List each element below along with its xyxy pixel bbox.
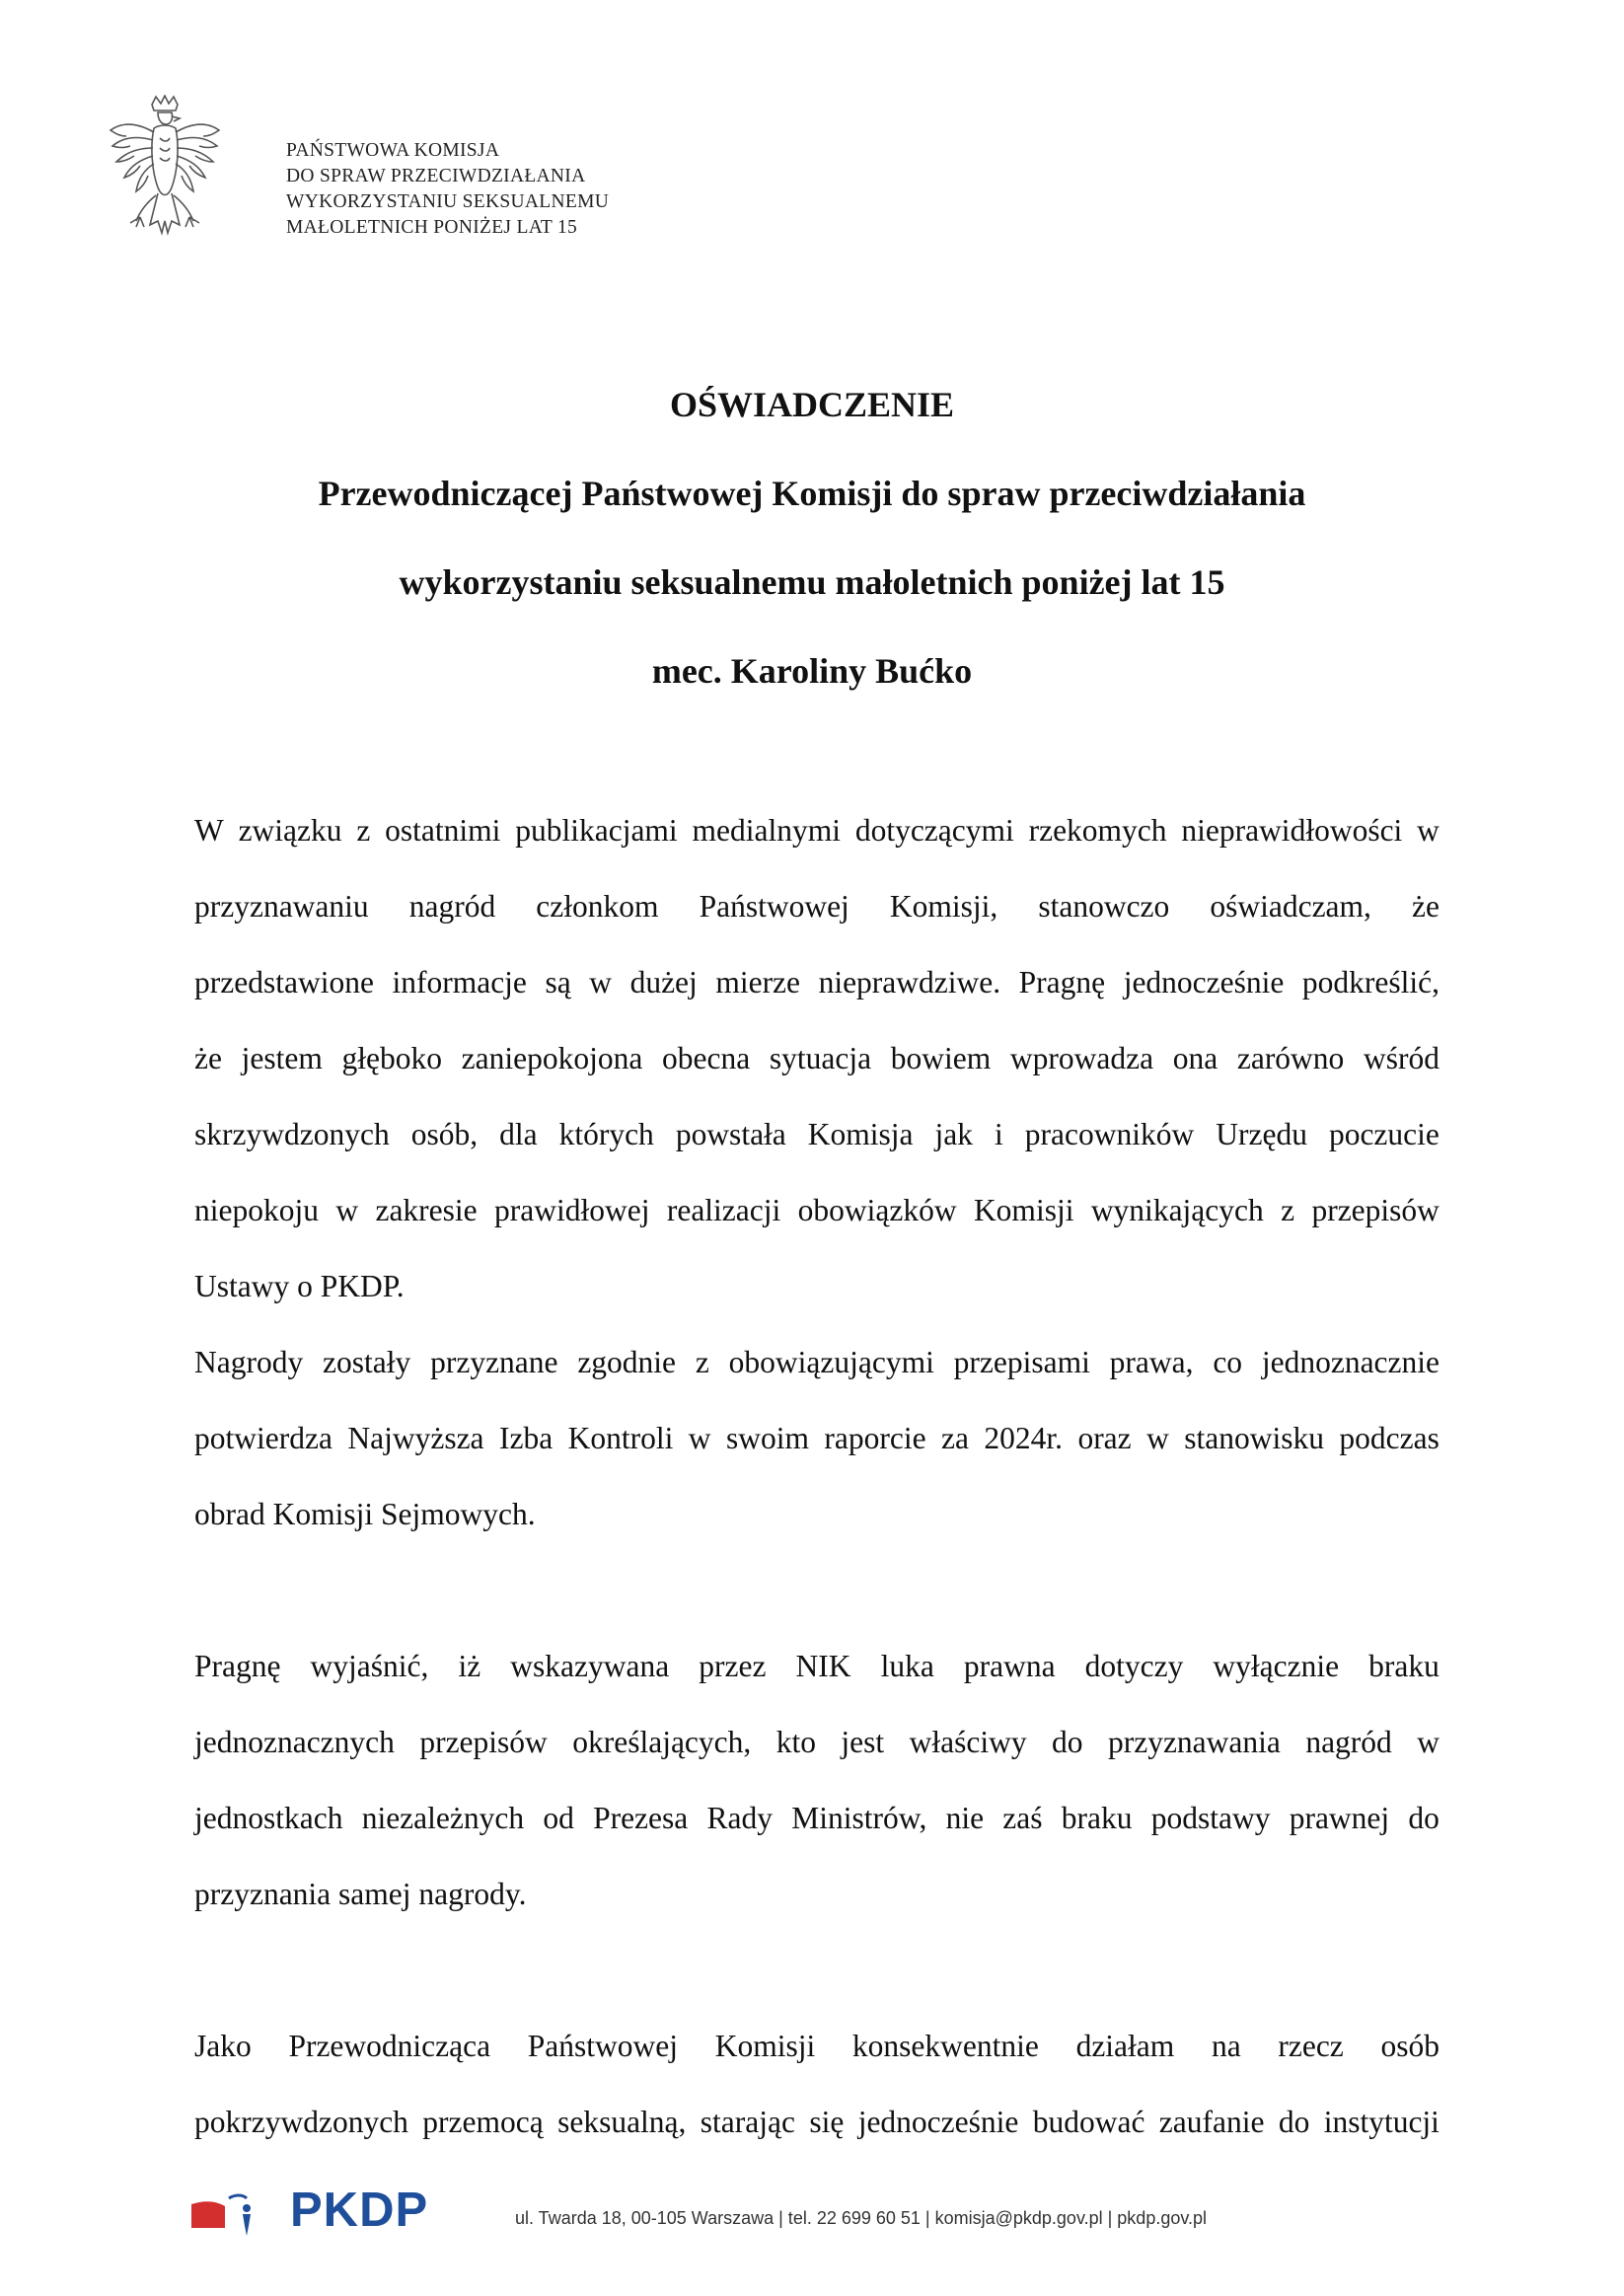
word: Urzędu xyxy=(1216,1117,1307,1151)
word: osób, xyxy=(410,1117,479,1151)
word: dotyczy xyxy=(1084,1649,1184,1683)
word: dużej xyxy=(629,965,698,1000)
word: działam xyxy=(1075,2029,1175,2063)
word: zaś xyxy=(1002,1801,1043,1835)
word: na xyxy=(1211,2029,1241,2063)
word: i xyxy=(995,1117,1003,1151)
body-line xyxy=(194,2017,1439,2093)
page-footer xyxy=(189,2184,1275,2248)
word: prawa, xyxy=(1109,1345,1194,1379)
word: stanowczo xyxy=(1038,889,1170,924)
word: prawidłowej xyxy=(494,1193,650,1227)
word: jest xyxy=(841,1725,885,1759)
word: publikacjami xyxy=(515,813,678,848)
word: Nagrody xyxy=(194,1345,304,1379)
word: swoim xyxy=(725,1421,809,1455)
word: Pragnę xyxy=(1018,965,1106,1000)
word: Ministrów, xyxy=(791,1801,927,1835)
word: Rady xyxy=(706,1801,773,1835)
word: ostatnimi xyxy=(385,813,501,848)
word: przedstawione xyxy=(194,965,374,1000)
word: w xyxy=(688,1421,711,1455)
word: z xyxy=(356,813,371,848)
word: jednocześnie xyxy=(857,2105,1019,2139)
word: wyłącznie xyxy=(1213,1649,1340,1683)
word: ona xyxy=(1172,1041,1218,1075)
word: pokrzywdzonych xyxy=(194,2105,408,2139)
pkdp-logo-text: PKDP xyxy=(290,2184,429,2237)
body-line: Ustawy o PKDP. xyxy=(194,1269,405,1303)
title-heading: OŚWIADCZENIE xyxy=(669,385,955,424)
word: podczas xyxy=(1339,1421,1439,1455)
word: że xyxy=(194,1041,222,1075)
word: w xyxy=(1146,1421,1169,1455)
word: raporcie xyxy=(824,1421,926,1455)
word: jestem xyxy=(241,1041,323,1075)
body-line xyxy=(194,877,1439,953)
word: Państwowej xyxy=(527,2029,679,2063)
word: budować xyxy=(1032,2105,1145,2139)
word: Prezesa xyxy=(593,1801,689,1835)
word: seksualną, xyxy=(557,2105,687,2139)
word: medialnymi xyxy=(692,813,841,848)
body-line xyxy=(194,1105,1439,1181)
word: niezależnych xyxy=(361,1801,525,1835)
word: przyznawaniu xyxy=(194,889,369,924)
eagle-emblem-icon xyxy=(107,95,223,255)
contact-info: ul. Twarda 18, 00-105 Warszawa | tel. 22 699 60 51 | komisja@pkdp.gov.pl | pkdp.gov.pl xyxy=(515,2208,1208,2228)
word: związku xyxy=(238,813,342,848)
word: osób xyxy=(1380,2029,1439,2063)
body-line xyxy=(194,953,1439,1029)
word: nagród xyxy=(408,889,496,924)
word: mierze xyxy=(715,965,801,1000)
word: wyjaśnić, xyxy=(310,1649,429,1683)
word: że xyxy=(1411,889,1439,924)
word: Przewodnicząca xyxy=(288,2029,491,2063)
word: W xyxy=(194,813,224,848)
word: wśród xyxy=(1363,1041,1439,1075)
body-line xyxy=(194,1637,1439,1713)
word: potwierdza xyxy=(194,1421,332,1455)
word: jednostkach xyxy=(194,1801,343,1835)
word: właściwy xyxy=(909,1725,1027,1759)
word: Państwowej xyxy=(699,889,849,924)
word: co xyxy=(1213,1345,1243,1379)
word: przyznane xyxy=(430,1345,558,1379)
title-author: mec. Karoliny Bućko xyxy=(651,651,973,691)
word: nagród xyxy=(1305,1725,1392,1759)
word: iż xyxy=(458,1649,481,1683)
word: nie xyxy=(945,1801,985,1835)
pkdp-logo-icon xyxy=(189,2192,268,2238)
word: określających, xyxy=(572,1725,752,1759)
word: stanowisku xyxy=(1184,1421,1324,1455)
word: dla xyxy=(499,1117,538,1151)
word: pracowników xyxy=(1024,1117,1195,1151)
body-line xyxy=(194,1029,1439,1105)
word: rzekomych xyxy=(1028,813,1167,848)
word: konsekwentnie xyxy=(851,2029,1039,2063)
word: oraz xyxy=(1077,1421,1132,1455)
word: powstała xyxy=(675,1117,786,1151)
word: bowiem xyxy=(890,1041,992,1075)
organization-name xyxy=(286,138,609,241)
word: kto xyxy=(775,1725,816,1759)
word: przepisów xyxy=(419,1725,548,1759)
word: do xyxy=(1408,1801,1439,1835)
word: realizacji xyxy=(666,1193,781,1227)
word: podstawy xyxy=(1150,1801,1271,1835)
word: do xyxy=(1052,1725,1083,1759)
word: Pragnę xyxy=(194,1649,281,1683)
body-line xyxy=(194,1333,1439,1409)
word: informacje xyxy=(392,965,527,1000)
word: Jako xyxy=(194,2029,252,2063)
word: skrzywdzonych xyxy=(194,1117,390,1151)
body-line xyxy=(194,801,1439,877)
word: przyznawania xyxy=(1107,1725,1281,1759)
word: prawnej xyxy=(1289,1801,1390,1835)
word: sytuacja xyxy=(769,1041,872,1075)
word: jednoznacznych xyxy=(194,1725,395,1759)
word: prawna xyxy=(963,1649,1056,1683)
body-line xyxy=(194,1409,1439,1485)
org-line: MAŁOLETNICH PONIŻEJ LAT 15 xyxy=(286,217,578,238)
word: z xyxy=(1281,1193,1295,1227)
word: zarówno xyxy=(1236,1041,1345,1075)
word: Najwyższa xyxy=(347,1421,484,1455)
word: zgodnie xyxy=(577,1345,677,1379)
org-line: DO SPRAW PRZECIWDZIAŁANIA xyxy=(286,166,586,186)
word: wprowadza xyxy=(1009,1041,1154,1075)
word: oświadczam, xyxy=(1210,889,1371,924)
word: instytucji xyxy=(1323,2105,1439,2139)
word: przepisami xyxy=(953,1345,1090,1379)
body-line: przyznania samej nagrody. xyxy=(194,1877,527,1911)
word: od xyxy=(543,1801,574,1835)
word: obowiązków xyxy=(797,1193,957,1227)
word: których xyxy=(558,1117,654,1151)
word: obowiązującymi xyxy=(728,1345,934,1379)
word: Komisja xyxy=(807,1117,914,1151)
org-line: PAŃSTWOWA KOMISJA xyxy=(286,140,500,161)
word: braku xyxy=(1368,1649,1439,1683)
word: zostały xyxy=(323,1345,411,1379)
word: poczucie xyxy=(1328,1117,1439,1151)
word: głęboko xyxy=(341,1041,442,1075)
word: NIK xyxy=(795,1649,851,1683)
body-line: obrad Komisji Sejmowych. xyxy=(194,1497,536,1531)
word: Kontroli xyxy=(567,1421,674,1455)
word: przepisów xyxy=(1311,1193,1439,1227)
word: zakresie xyxy=(375,1193,478,1227)
word: są xyxy=(545,965,571,1000)
org-line: WYKORZYSTANIU SEKSUALNEMU xyxy=(286,191,610,212)
word: braku xyxy=(1061,1801,1133,1835)
document-title xyxy=(0,375,1624,730)
word: niepokoju xyxy=(194,1193,319,1227)
paragraph-gap xyxy=(194,1561,1439,1637)
word: do xyxy=(1278,2105,1310,2139)
title-line: wykorzystaniu seksualnemu małoletnich poniżej lat 15 xyxy=(399,562,1225,602)
word: luka xyxy=(880,1649,934,1683)
title-line: Przewodniczącej Państwowej Komisji do spraw przeciwdziałania xyxy=(318,474,1306,513)
word: wskazywana xyxy=(510,1649,670,1683)
word: Komisji xyxy=(714,2029,816,2063)
word: zaniepokojona xyxy=(461,1041,643,1075)
word: nieprawdziwe. xyxy=(818,965,1001,1000)
statement-body xyxy=(194,801,1439,2169)
word: obecna xyxy=(662,1041,751,1075)
word: nieprawidłowości xyxy=(1181,813,1403,848)
word: się xyxy=(809,2105,845,2139)
word: 2024r. xyxy=(984,1421,1064,1455)
word: jednocześnie xyxy=(1123,965,1285,1000)
body-line xyxy=(194,1713,1439,1789)
body-line xyxy=(194,1181,1439,1257)
word: z xyxy=(695,1345,709,1379)
word: członkom xyxy=(536,889,659,924)
word: dotyczącymi xyxy=(854,813,1014,848)
word: Izba xyxy=(498,1421,554,1455)
word: przez xyxy=(699,1649,767,1683)
word: Komisji, xyxy=(889,889,998,924)
paragraph-gap xyxy=(194,1941,1439,2017)
word: za xyxy=(940,1421,969,1455)
word: wynikających xyxy=(1090,1193,1264,1227)
word: w xyxy=(1417,813,1439,848)
word: jednoznacznie xyxy=(1261,1345,1439,1379)
word: podkreślić, xyxy=(1301,965,1439,1000)
body-line xyxy=(194,1789,1439,1865)
word: rzecz xyxy=(1278,2029,1344,2063)
word: starając xyxy=(700,2105,795,2139)
word: przemocą xyxy=(422,2105,544,2139)
word: w xyxy=(589,965,613,1000)
word: Komisji xyxy=(973,1193,1074,1227)
word: zaufanie xyxy=(1158,2105,1265,2139)
body-line xyxy=(194,2093,1439,2169)
word: w xyxy=(1417,1725,1439,1759)
word: jak xyxy=(934,1117,974,1151)
word: w xyxy=(335,1193,359,1227)
